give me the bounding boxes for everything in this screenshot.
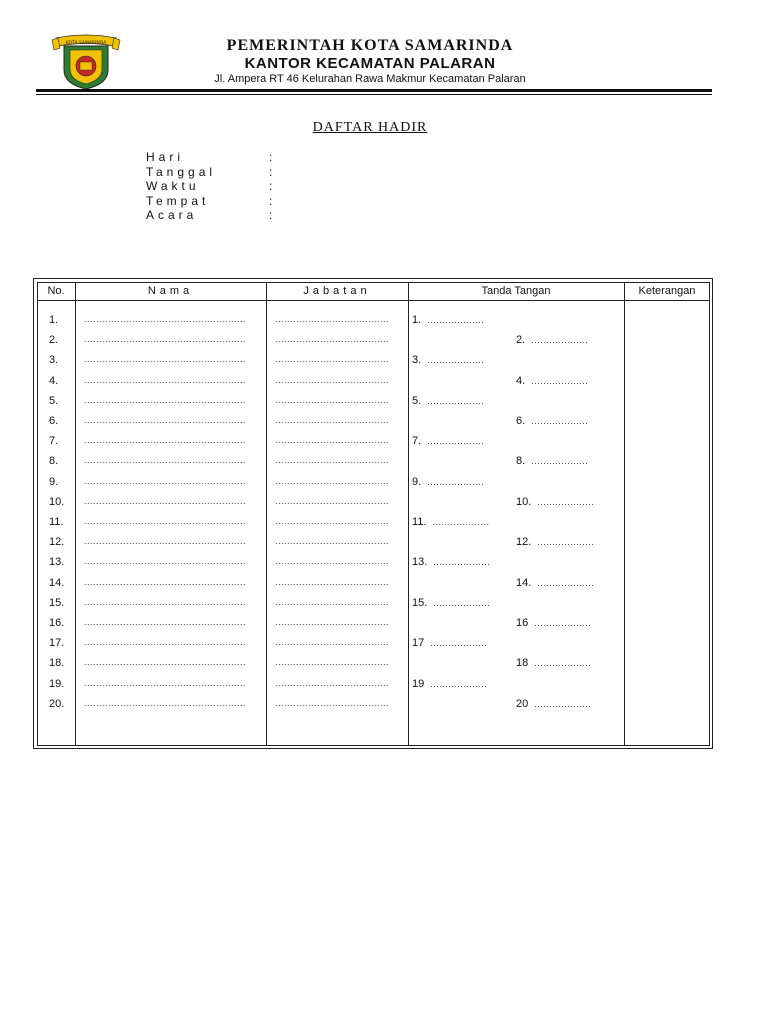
name-blank: ...................................................... (84, 455, 247, 465)
position-blank: ...................................... (275, 395, 390, 405)
signature-slot (412, 435, 484, 447)
signature-blank: ................... (531, 335, 589, 345)
header-rule-thick (36, 89, 712, 92)
signature-slot (516, 334, 588, 346)
signature-blank: ................... (537, 578, 595, 588)
signature-blank: ................... (531, 376, 589, 386)
field-acara (146, 208, 446, 223)
signature-blank: ................... (427, 477, 485, 487)
signature-slot (412, 556, 490, 568)
signature-slot (412, 516, 490, 528)
signature-slot (412, 354, 484, 366)
name-blank: ...................................................... (84, 496, 247, 506)
signature-slot (516, 496, 594, 508)
position-blank: ...................................... (275, 536, 390, 546)
signature-blank: ................... (430, 638, 488, 648)
position-blank: ...................................... (275, 698, 390, 708)
row-number: 3. (49, 354, 59, 366)
column-divider (266, 282, 267, 746)
signature-blank: ................... (537, 497, 595, 507)
signature-slot (412, 395, 484, 407)
row-number: 16. (49, 617, 65, 629)
signature-blank: ................... (531, 416, 589, 426)
row-number: 6. (49, 415, 59, 427)
document-title: DAFTAR HADIR (312, 120, 428, 135)
name-blank: ...................................................... (84, 678, 247, 688)
row-number: 5. (49, 395, 59, 407)
field-label: Tanggal (146, 164, 217, 179)
signature-blank: ................... (427, 436, 485, 446)
city-emblem-logo (50, 34, 122, 90)
position-blank: ...................................... (275, 354, 390, 364)
signature-slot (516, 617, 591, 629)
name-blank: ...................................................... (84, 597, 247, 607)
column-header-no: No. (47, 285, 65, 297)
government-name: PEMERINTAH KOTA SAMARINDA (226, 37, 514, 54)
column-divider (624, 282, 625, 746)
header-rule-thin (36, 94, 712, 95)
position-blank: ...................................... (275, 597, 390, 607)
signature-blank: ................... (534, 618, 592, 628)
row-number: 19. (49, 678, 65, 690)
field-label: Tempat (146, 193, 210, 208)
column-divider (75, 282, 76, 746)
signature-blank: ................... (433, 598, 491, 608)
position-blank: ...................................... (275, 556, 390, 566)
signature-slot (516, 375, 588, 387)
name-blank: ...................................................... (84, 375, 247, 385)
header-row-divider (37, 300, 710, 301)
signature-blank: ................... (531, 456, 589, 466)
signature-slot (516, 577, 594, 589)
name-blank: ...................................................... (84, 657, 247, 667)
field-label: Waktu (146, 179, 200, 193)
signature-number: 16 (516, 617, 529, 629)
signature-number: 14. (516, 577, 532, 589)
signature-blank: ................... (534, 699, 592, 709)
field-tanggal (146, 165, 446, 180)
field-hari (146, 150, 446, 165)
name-blank: ...................................................... (84, 415, 247, 425)
row-number: 15. (49, 597, 65, 609)
column-header-keterangan: Keterangan (638, 285, 696, 297)
name-blank: ...................................................... (84, 617, 247, 627)
attendance-table (37, 282, 710, 746)
row-number: 8. (49, 455, 59, 467)
name-blank: ...................................................... (84, 314, 247, 324)
row-number: 1. (49, 314, 59, 326)
name-blank: ...................................................... (84, 395, 247, 405)
signature-slot (516, 657, 591, 669)
name-blank: ...................................................... (84, 577, 247, 587)
signature-number: 3. (412, 354, 422, 366)
position-blank: ...................................... (275, 314, 390, 324)
row-number: 11. (49, 516, 64, 528)
row-number: 20. (49, 698, 65, 710)
position-blank: ...................................... (275, 455, 390, 465)
row-number: 12. (49, 536, 65, 548)
signature-slot (516, 536, 594, 548)
position-blank: ...................................... (275, 577, 390, 587)
signature-number: 13. (412, 556, 428, 568)
signature-slot (516, 455, 588, 467)
signature-number: 12. (516, 536, 532, 548)
signature-blank: ................... (537, 537, 595, 547)
row-number: 7. (49, 435, 59, 447)
signature-number: 20 (516, 698, 529, 710)
signature-blank: ................... (430, 679, 488, 689)
position-blank: ...................................... (275, 678, 390, 688)
signature-number: 17 (412, 637, 425, 649)
field-colon: : (269, 179, 273, 193)
signature-slot (412, 314, 484, 326)
signature-slot (412, 678, 487, 690)
signature-number: 15. (412, 597, 428, 609)
signature-number: 6. (516, 415, 526, 427)
row-number: 9. (49, 476, 59, 488)
signature-blank: ................... (427, 396, 485, 406)
signature-number: 11. (412, 516, 427, 528)
signature-number: 5. (412, 395, 422, 407)
signature-slot (412, 597, 490, 609)
name-blank: ...................................................... (84, 516, 247, 526)
signature-number: 1. (412, 314, 422, 326)
column-divider (408, 282, 409, 746)
row-number: 17. (49, 637, 65, 649)
position-blank: ...................................... (275, 375, 390, 385)
signature-blank: ................... (432, 517, 490, 527)
field-label: Hari (146, 150, 185, 164)
signature-blank: ................... (534, 658, 592, 668)
signature-slot (516, 698, 591, 710)
position-blank: ...................................... (275, 496, 390, 506)
field-label: Acara (146, 208, 198, 222)
name-blank: ...................................................... (84, 698, 247, 708)
position-blank: ...................................... (275, 334, 390, 344)
logo-ribbon-text: KOTA SAMARINDA (65, 41, 107, 46)
row-number: 10. (49, 496, 65, 508)
signature-number: 10. (516, 496, 532, 508)
field-waktu (146, 179, 446, 194)
name-blank: ...................................................... (84, 476, 247, 486)
position-blank: ...................................... (275, 435, 390, 445)
name-blank: ...................................................... (84, 354, 247, 364)
field-colon: : (269, 150, 273, 164)
column-header-jabatan: Jabatan (303, 285, 371, 297)
position-blank: ...................................... (275, 637, 390, 647)
signature-slot (516, 415, 588, 427)
name-blank: ...................................................... (84, 334, 247, 344)
row-number: 14. (49, 577, 65, 589)
name-blank: ...................................................... (84, 637, 247, 647)
signature-blank: ................... (433, 557, 491, 567)
signature-slot (412, 637, 487, 649)
signature-blank: ................... (427, 315, 485, 325)
meeting-info-fields (146, 150, 446, 223)
field-colon: : (269, 208, 273, 222)
name-blank: ...................................................... (84, 536, 247, 546)
field-colon: : (269, 164, 273, 179)
position-blank: ...................................... (275, 415, 390, 425)
row-number: 18. (49, 657, 65, 669)
office-address: Jl. Ampera RT 46 Kelurahan Rawa Makmur Kecamatan Palaran (214, 73, 526, 85)
row-number: 2. (49, 334, 59, 346)
name-blank: ...................................................... (84, 435, 247, 445)
signature-slot (412, 476, 484, 488)
office-name: KANTOR KECAMATAN PALARAN (244, 55, 496, 72)
signature-number: 19 (412, 678, 425, 690)
position-blank: ...................................... (275, 617, 390, 627)
column-header-nama: Nama (147, 285, 194, 297)
signature-blank: ................... (427, 355, 485, 365)
signature-number: 4. (516, 375, 526, 387)
position-blank: ...................................... (275, 516, 390, 526)
row-number: 13. (49, 556, 65, 568)
field-colon: : (269, 193, 273, 208)
field-tempat (146, 194, 446, 209)
signature-number: 8. (516, 455, 526, 467)
signature-number: 9. (412, 476, 422, 488)
position-blank: ...................................... (275, 476, 390, 486)
signature-number: 18 (516, 657, 529, 669)
signature-number: 2. (516, 334, 526, 346)
row-number: 4. (49, 375, 59, 387)
signature-number: 7. (412, 435, 422, 447)
name-blank: ...................................................... (84, 556, 247, 566)
position-blank: ...................................... (275, 657, 390, 667)
column-header-tanda-tangan: Tanda Tangan (481, 285, 551, 297)
